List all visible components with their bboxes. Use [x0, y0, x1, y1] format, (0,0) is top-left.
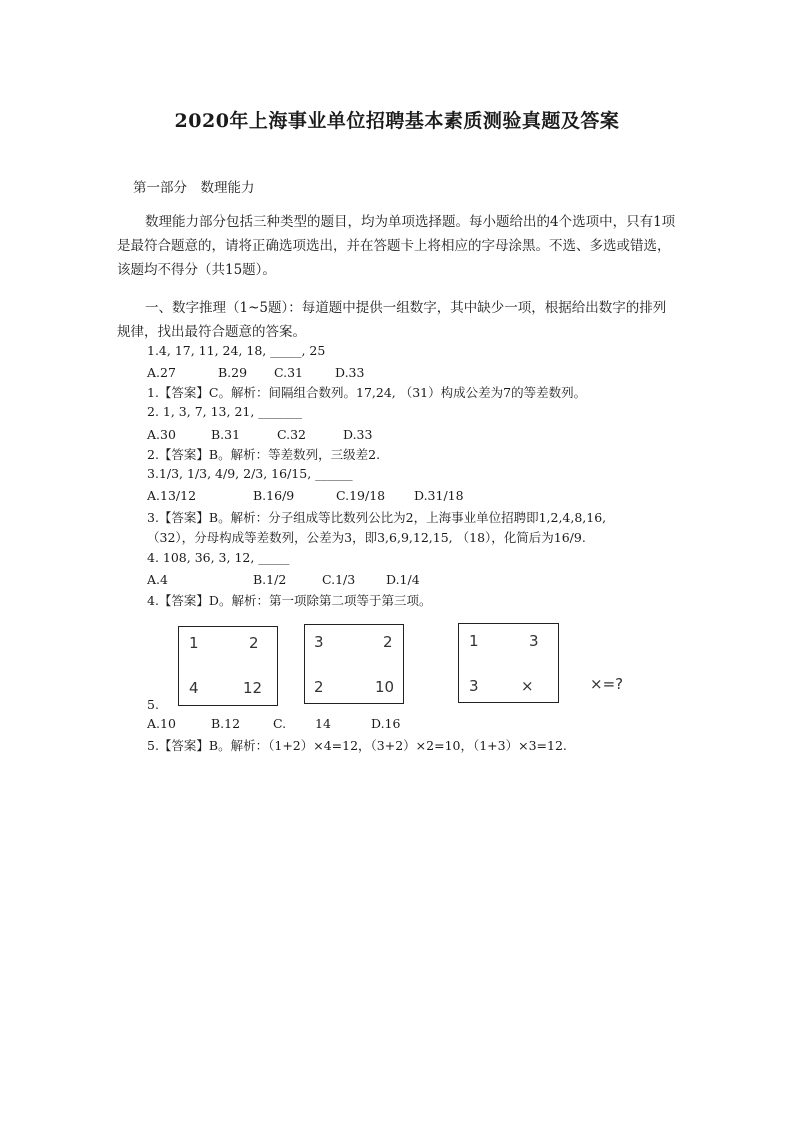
box2-bottom-left: 2 — [314, 678, 324, 696]
box3-top-right: 3 — [529, 632, 539, 650]
box1-bottom-left: 4 — [189, 679, 199, 697]
box2-bottom-right: 10 — [375, 678, 395, 696]
q5-option-a: A.10 — [147, 716, 176, 731]
box2-top-right: 2 — [383, 633, 393, 651]
q3-option-b: B.16/9 — [253, 488, 295, 503]
q5-box-3 — [458, 623, 559, 703]
q3-answer-line1: 3.【答案】B。解析：分子组成等比数列公比为2，上海事业单位招聘即1,2,4,8,16, — [147, 510, 607, 525]
q1-stem: 1.4, 17, 11, 24, 18, _____, 25 — [147, 343, 326, 358]
q4-option-d: D.1/4 — [386, 572, 420, 587]
q1-answer: 1.【答案】C。解析：间隔组合数列。17,24, （31）构成公差为7的等差数列。 — [147, 385, 587, 400]
box3-top-left: 1 — [469, 632, 479, 650]
q4-option-a: A.4 — [147, 572, 168, 587]
q4-stem: 4. 108, 36, 3, 12, _____ — [147, 550, 290, 565]
q2-option-b: B.31 — [211, 427, 241, 442]
q5-label: 5. — [147, 697, 159, 712]
q2-answer: 2.【答案】B。解析：等差数列，三级差2. — [147, 447, 381, 462]
q4-answer: 4.【答案】D。解析：第一项除第二项等于第三项。 — [147, 593, 432, 608]
q2-option-a: A.30 — [147, 427, 176, 442]
q2-option-c: C.32 — [277, 427, 306, 442]
box1-bottom-right: 12 — [243, 679, 263, 697]
box2-top-left: 3 — [314, 633, 324, 651]
q3-answer-line2: （32），分母构成等差数列，公差为3，即3,6,9,12,15, （18），化简后为16/9. — [147, 530, 586, 545]
q2-stem: 2. 1, 3, 7, 13, 21, _______ — [147, 404, 303, 419]
q4-option-b: B.1/2 — [253, 572, 287, 587]
q2-option-d: D.33 — [343, 427, 373, 442]
q5-answer: 5.【答案】B。解析：（1+2）×4=12，（3+2）×2=10，（1+3）×3=12. — [147, 738, 567, 753]
q4-option-c: C.1/3 — [322, 572, 356, 587]
box1-top-left: 1 — [189, 634, 199, 652]
box3-unknown-x: × — [521, 677, 534, 695]
q3-option-a: A.13/12 — [147, 488, 197, 503]
q1-option-b: B.29 — [218, 365, 248, 380]
q1-option-c: C.31 — [274, 365, 303, 380]
q3-option-d: D.31/18 — [414, 488, 464, 503]
part1-intro: 一、数字推理（1~5题）：每道题中提供一组数字，其中缺少一项，根据给出数字的排列规律，找出最符合题意的答案。 — [117, 300, 667, 340]
q5-option-b: B.12 — [211, 716, 241, 731]
section-heading: 第一部分 数理能力 — [133, 180, 255, 196]
q3-option-c: C.19/18 — [336, 488, 386, 503]
q1-option-a: A.27 — [147, 365, 176, 380]
q5-box-1 — [178, 626, 278, 706]
intro-paragraph: 数理能力部分包括三种类型的题目，均为单项选择题。每小题给出的4个选项中，只有1项是最符合题意的，请将正确选项选出，并在答题卡上将相应的字母涂黑。不选、多选或错选，该题均不得分（共15题）。 — [117, 214, 676, 278]
q1-option-d: D.33 — [335, 365, 365, 380]
box3-bottom-left: 3 — [469, 677, 479, 695]
q5-option-c: C. — [273, 716, 287, 731]
q5-box-2 — [304, 624, 404, 704]
q5-option-c-value: 14 — [315, 716, 331, 731]
q3-stem: 3.1/3, 1/3, 4/9, 2/3, 16/15, ______ — [147, 466, 353, 481]
q5-option-d: D.16 — [371, 716, 401, 731]
q5-question: ×=? — [590, 675, 624, 693]
box1-top-right: 2 — [249, 634, 259, 652]
page-title: 2020年上海事业单位招聘基本素质测验真题及答案 — [174, 110, 620, 132]
